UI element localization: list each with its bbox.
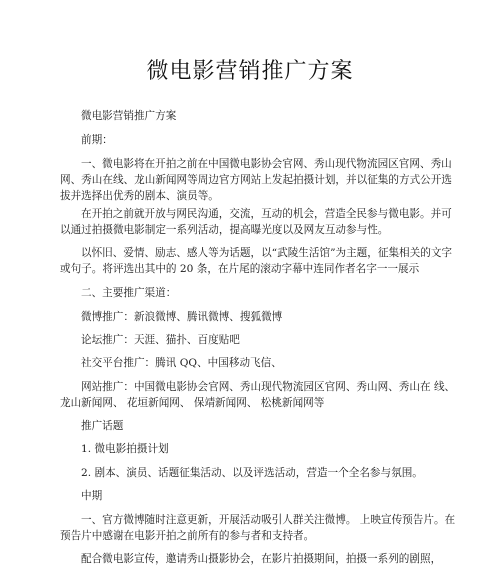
topic-item-1: 1. 微电影拍摄计划	[81, 443, 169, 455]
phase-early-heading: 前期：	[81, 134, 113, 146]
topics-heading: 推广话题	[81, 420, 124, 432]
topic-item-2: 2. 剧本、演员、话题征集活动、以及评选活动，营造一个全名参与氛围。	[81, 467, 423, 479]
document-subtitle: 微电影营销推广方案	[81, 110, 177, 122]
phase-middle-heading: 中期	[81, 490, 103, 502]
channel-forum: 论坛推广：天涯、猫扑、百度贴吧	[81, 334, 240, 346]
paragraph-middle-1: 一、官方微博随时注意更新，开展活动吸引人群关注微博。 上映宣传预告片。在预告片中感谢在电影开拍之前所有的参与者和支持者。	[60, 514, 456, 542]
channel-social: 社交平台推广：腾讯 QQ、中国移动飞信、	[81, 357, 282, 369]
paragraph-early-2: 在开拍之前就开放与网民沟通，交流，互动的机会，营造全民参与微电影。并可以通过拍摄微电影制定一系列活动，提高曝光度以及网友互动参与性。	[60, 208, 452, 236]
document-title: 微电影营销推广方案	[146, 59, 354, 84]
paragraph-early-3: 以怀旧、爱情、励志、感人等为话题，以“武陵生活馆”为主题，征集相关的文字或句子。将评选出其中的 20 条，在片尾的滚动字幕中连同作者名字一一展示	[60, 247, 453, 275]
paragraph-early-1: 一、微电影将在开拍之前在中国微电影协会官网、秀山现代物流园区官网、秀山网、秀山在线、龙山新闻网等周边官方网站上发起拍摄计划，并以征集的方式公开选拔并选择出优秀的剧本、演员等。	[60, 158, 452, 202]
channel-weibo: 微博推广：新浪微博、腾讯微博、搜狐微博	[81, 311, 283, 323]
paragraph-middle-2: 配合微电影宣传，邀请秀山摄影协会，在影片拍摄期间，拍摄一系列的剧照，	[81, 553, 442, 565]
channel-website: 网站推广：中国微电影协会官网、秀山现代物流园区官网、秀山网、秀山在 线、龙山新闻网、 花垣新闻网、 保靖新闻网、 松桃新闻网等	[60, 381, 456, 409]
channels-heading: 二、主要推广渠道：	[81, 287, 177, 299]
